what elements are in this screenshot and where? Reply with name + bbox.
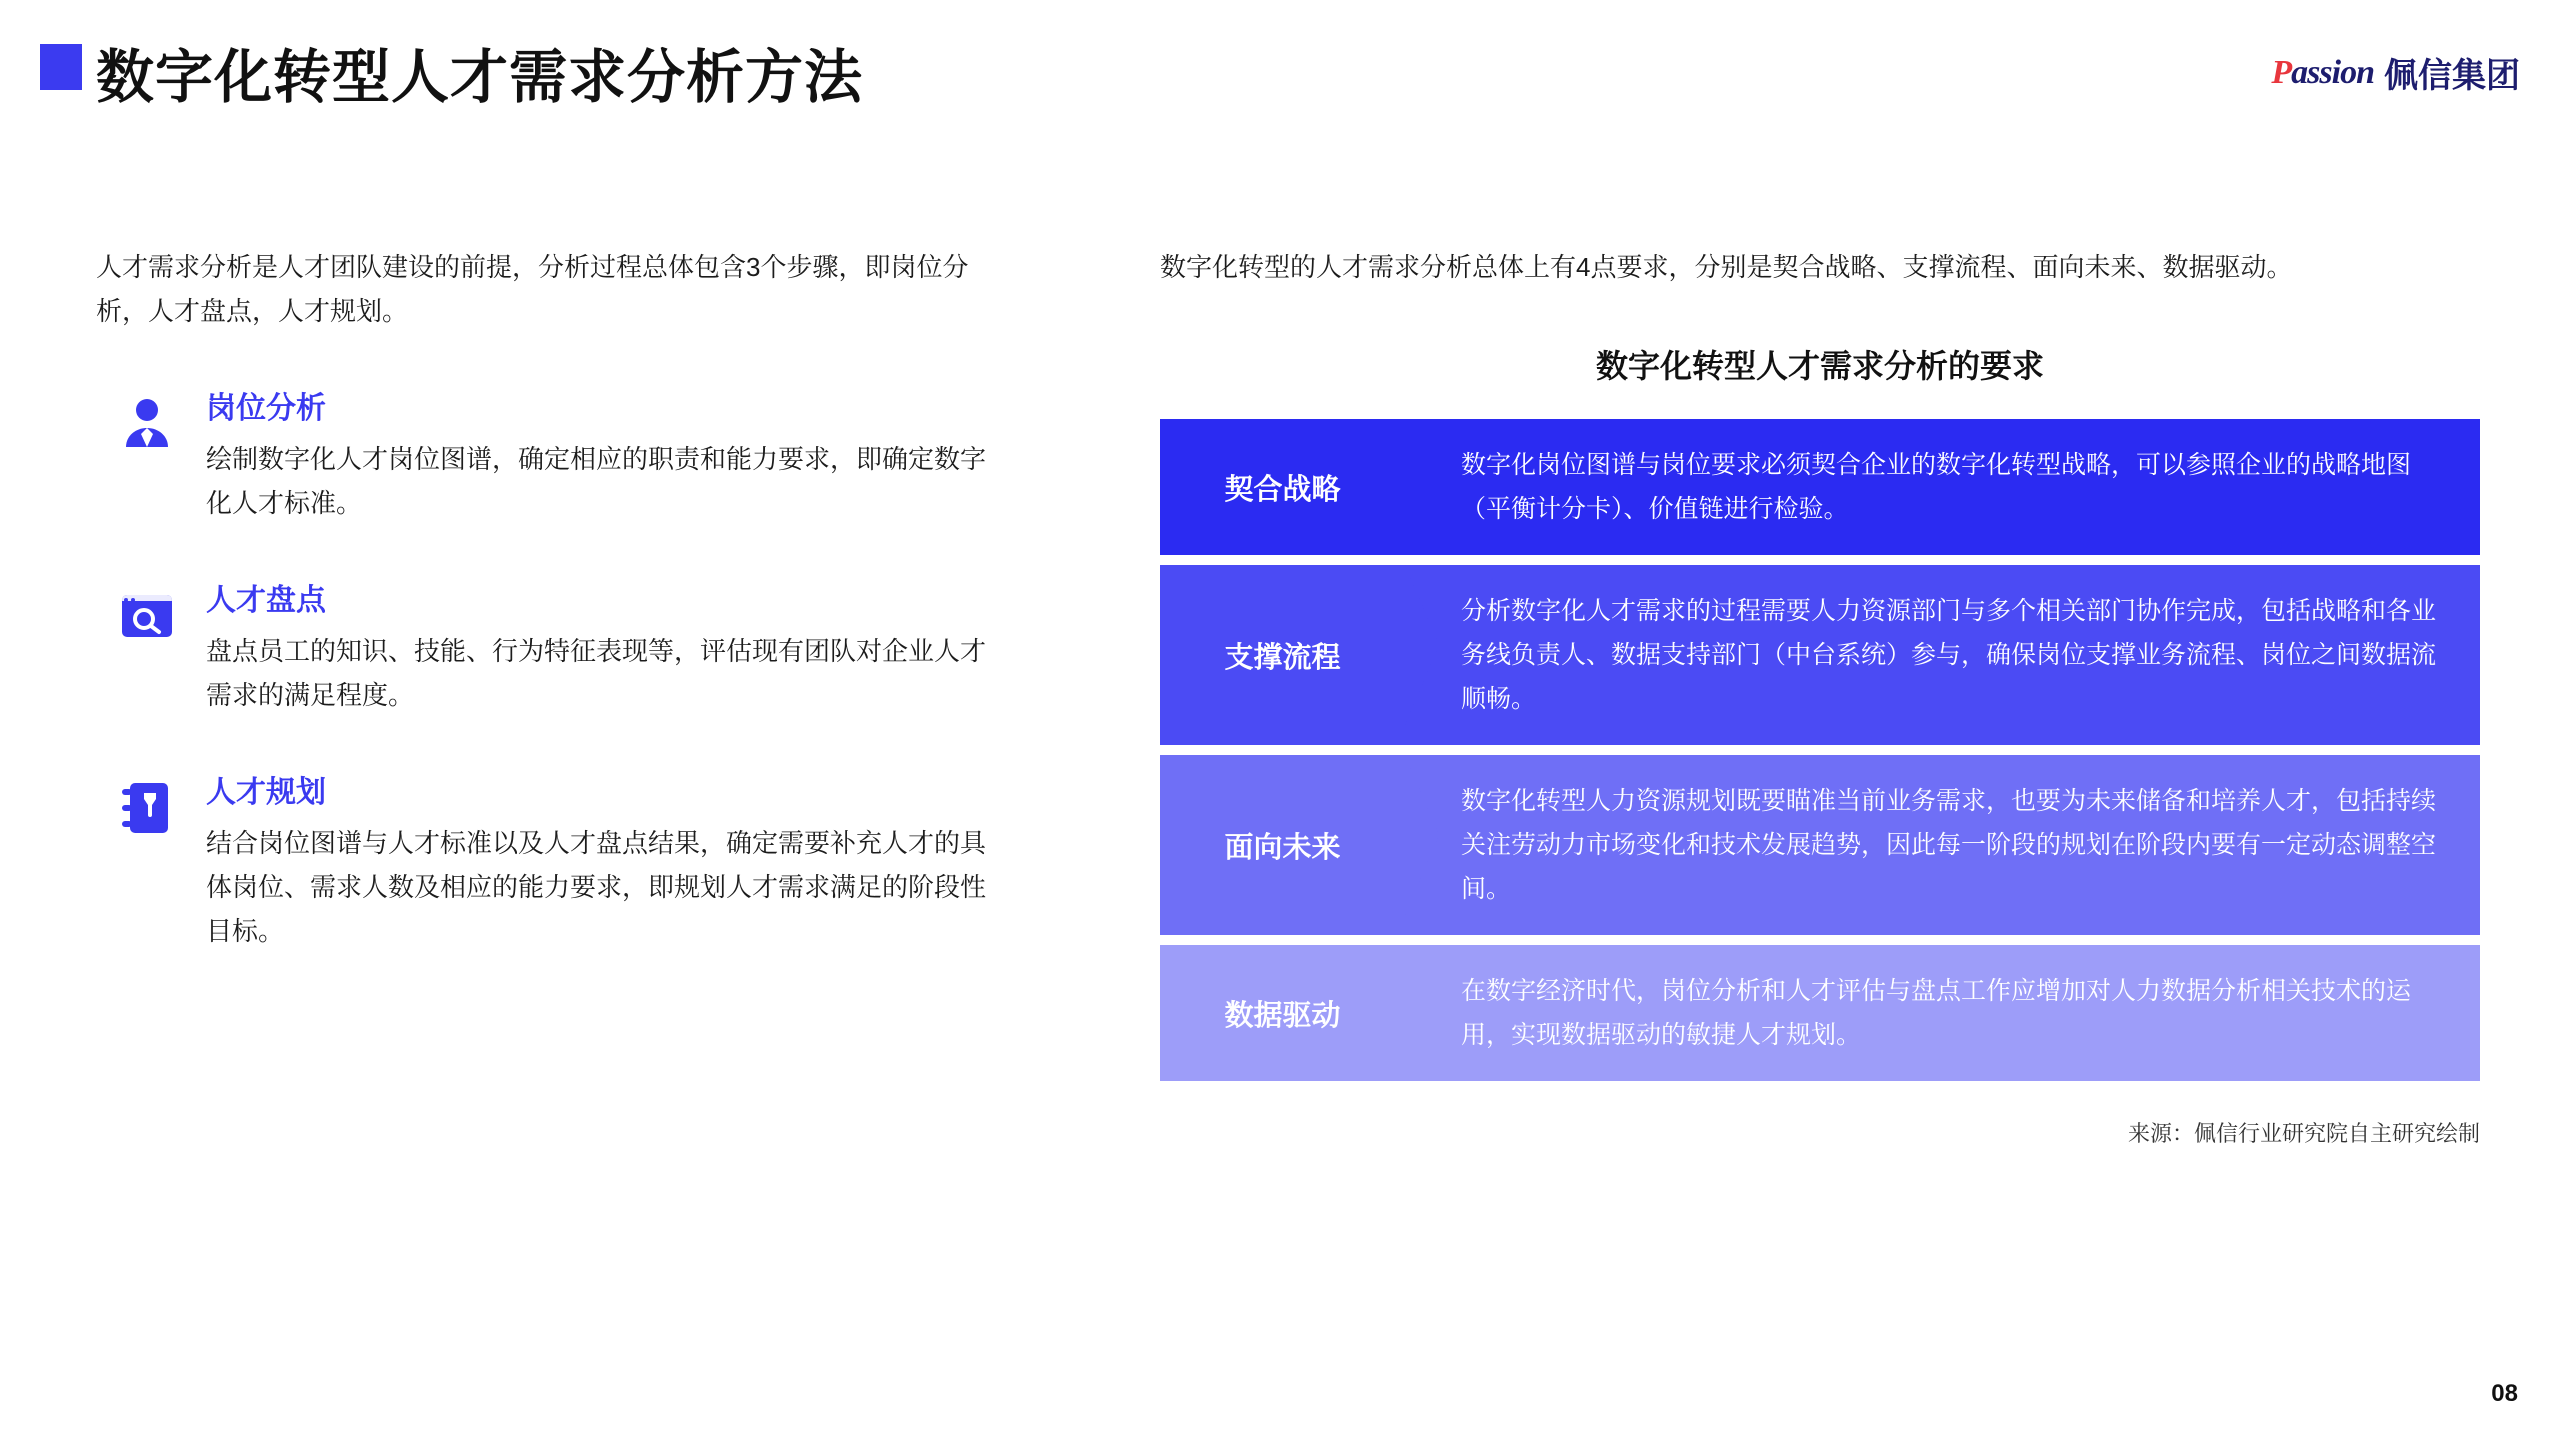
chevron-right-icon xyxy=(1405,565,1439,745)
logo-initial: P xyxy=(2271,53,2292,91)
search-window-icon xyxy=(118,587,176,645)
requirement-label-text-4: 数据驱动 xyxy=(1224,999,1341,1032)
user-tie-icon xyxy=(118,395,176,453)
requirement-label-text-2: 支撑流程 xyxy=(1224,641,1341,674)
requirement-text-1: 数字化岗位图谱与岗位要求必须契合企业的数字化转型战略，可以参照企业的战略地图（平衡计分卡）、价值链进行检验。 xyxy=(1405,419,2480,555)
chevron-right-icon xyxy=(1405,419,1439,555)
step-title-2: 人才盘点 xyxy=(206,584,326,617)
chevron-right-icon xyxy=(1405,945,1439,1081)
step-item-3 xyxy=(96,775,996,953)
requirement-row xyxy=(1160,755,2480,935)
logo-wordmark xyxy=(2271,54,2374,92)
logo-mark-rest: assion xyxy=(2291,53,2374,91)
requirement-text-3: 数字化转型人力资源规划既要瞄准当前业务需求，也要为未来储备和培养人才，包括持续关注劳动力市场变化和技术发展趋势，因此每一阶段的规划在阶段内要有一定动态调整空间。 xyxy=(1405,755,2480,935)
logo-company-name: 佩信集团 xyxy=(2384,57,2520,95)
source-note: 来源：佩信行业研究院自主研究绘制 xyxy=(2127,1121,2480,1146)
requirements-diagram xyxy=(1160,419,2480,1081)
requirement-text-2: 分析数字化人才需求的过程需要人力资源部门与多个相关部门协作完成，包括战略和各业务线负责人、数据支持部门（中台系统）参与，确保岗位支撑业务流程、岗位之间数据流顺畅。 xyxy=(1405,565,2480,745)
requirements-diagram-title: 数字化转型人才需求分析的要求 xyxy=(1595,348,2044,384)
requirement-row xyxy=(1160,419,2480,555)
step-item-1 xyxy=(96,391,996,525)
right-column xyxy=(1160,245,2480,1148)
step-desc-1: 绘制数字化人才岗位图谱，确定相应的职责和能力要求，即确定数字化人才标准。 xyxy=(206,444,987,518)
title-accent-bar xyxy=(40,44,82,90)
chevron-right-icon xyxy=(1405,755,1439,935)
page-title: 数字化转型人才需求分析方法 xyxy=(96,45,864,110)
step-item-2 xyxy=(96,583,996,717)
page-header xyxy=(0,0,2560,150)
requirement-label-3 xyxy=(1160,755,1405,935)
step-title-1: 岗位分析 xyxy=(206,392,326,425)
requirement-label-2 xyxy=(1160,565,1405,745)
page-number: 08 xyxy=(2491,1380,2518,1407)
requirement-label-text-1: 契合战略 xyxy=(1224,473,1341,506)
step-desc-2: 盘点员工的知识、技能、行为特征表现等，评估现有团队对企业人才需求的满足程度。 xyxy=(206,636,987,710)
step-desc-3: 结合岗位图谱与人才标准以及人才盘点结果，确定需要补充人才的具体岗位、需求人数及相应的能力要求，即规划人才需求满足的阶段性目标。 xyxy=(206,828,987,946)
requirement-label-1 xyxy=(1160,419,1405,555)
requirement-text-4: 在数字经济时代，岗位分析和人才评估与盘点工作应增加对人力数据分析相关技术的运用，实现数据驱动的敏捷人才规划。 xyxy=(1405,945,2480,1081)
step-title-3: 人才规划 xyxy=(206,776,326,809)
requirement-row xyxy=(1160,565,2480,745)
left-intro-paragraph: 人才需求分析是人才团队建设的前提，分析过程总体包含3个步骤，即岗位分析，人才盘点，人才规划。 xyxy=(96,252,969,326)
requirement-label-4 xyxy=(1160,945,1405,1081)
brand-logo xyxy=(2271,48,2520,97)
requirement-label-text-3: 面向未来 xyxy=(1224,831,1341,864)
right-intro-paragraph: 数字化转型的人才需求分析总体上有4点要求，分别是契合战略、支撑流程、面向未来、数据驱动。 xyxy=(1160,252,2293,282)
requirement-row xyxy=(1160,945,2480,1081)
steps-list xyxy=(96,391,996,953)
planning-board-icon xyxy=(118,779,176,837)
left-column xyxy=(96,245,996,1011)
